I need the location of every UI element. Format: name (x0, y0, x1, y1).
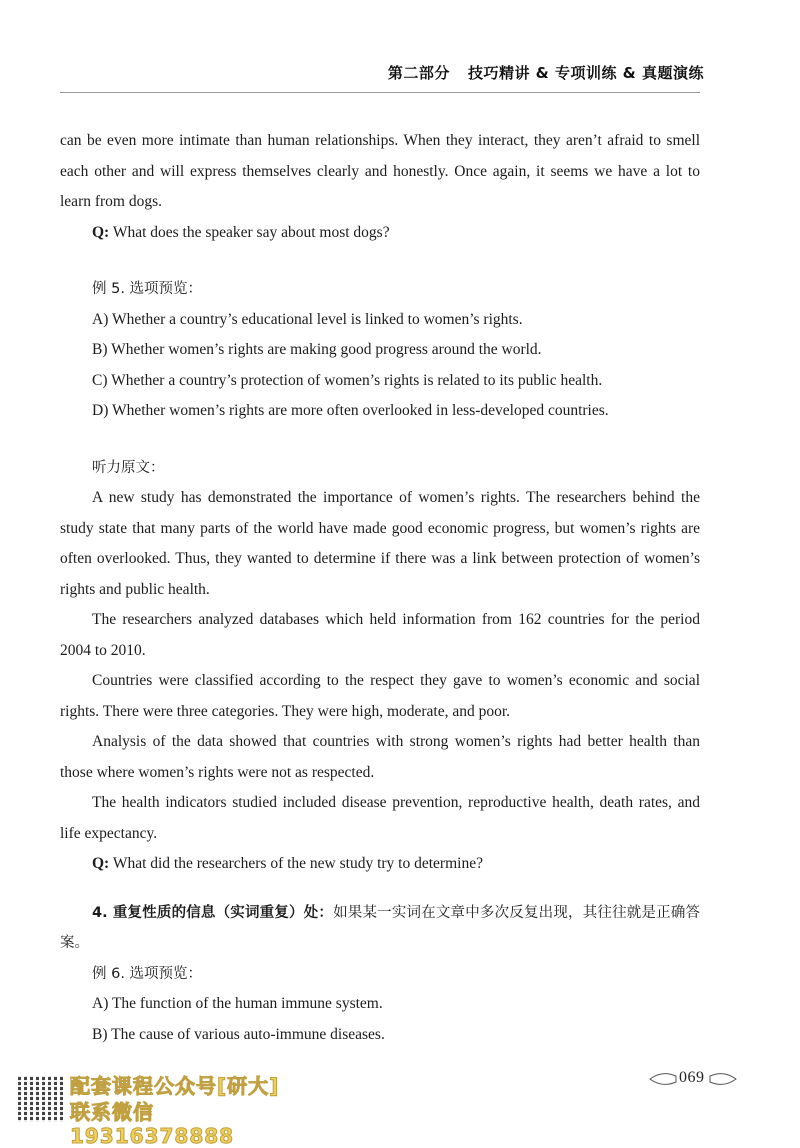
example-5-option-d: D) Whether women’s rights are more often overlooked in less-developed countries. (92, 402, 609, 419)
example-5-label: 例 5. 选项预览： (92, 281, 203, 297)
transcript-paragraph: The researchers analyzed databases which held information from 162 countries for the period 2004 to 2010. (60, 611, 700, 659)
example-5-option-b: B) Whether women’s rights are making good progress around the world. (92, 341, 542, 358)
question-2-text: What did the researchers of the new study try to determine? (109, 855, 483, 872)
transcript-paragraph: The health indicators studied included disease prevention, reproductive health, death rates, and life expectancy. (60, 794, 700, 842)
example-5-option-c: C) Whether a country’s protection of women’s rights is related to its public health. (92, 371, 603, 389)
header-part: 第二部分 (387, 64, 450, 82)
header-title: 技巧精讲 & 专项训练 & 真题演练 (467, 64, 704, 82)
example-6-label: 例 6. 选项预览： (92, 965, 203, 982)
watermark-line-1: 配套课程公众号[研大] (70, 1074, 280, 1098)
question-1-label: Q: (92, 223, 110, 241)
running-header (388, 62, 704, 83)
example-5-option-a: A) Whether a country’s educational level is linked to women’s rights. (92, 310, 523, 328)
question-2-label: Q: (92, 855, 110, 872)
header-divider (60, 92, 700, 93)
question-1 (60, 218, 700, 249)
paragraph-dogs-ending: can be even more intimate than human relationships. When they interact, they aren’t afraid to smell each other and will express themselves clearly and honestly. Once again, it seems we have a lot to learn from dogs. (60, 132, 700, 210)
transcript-paragraph: A new study has demonstrated the importance of women’s rights. The researchers behind the study state that many parts of the world have made good economic progress, but women’s rights are often overlooked. Thus, they wanted to determine if there was a link between protection of women’s rights and public health. (60, 489, 700, 598)
transcript-label: 听力原文： (92, 459, 165, 476)
qr-code-icon (18, 1076, 64, 1122)
watermark (18, 1072, 318, 1148)
transcript-paragraph: Analysis of the data showed that countries with strong women’s rights had better health than those where women’s rights were not as respected. (60, 733, 700, 781)
page-content (60, 126, 700, 1050)
example-6-option-a: A) The function of the human immune system. (92, 995, 383, 1012)
question-1-text: What does the speaker say about most dogs? (109, 223, 390, 241)
tip-4 (60, 898, 700, 959)
question-2 (60, 849, 700, 880)
watermark-line-2: 联系微信19316378888 (70, 1100, 235, 1148)
page-number-text: 069 (679, 1069, 705, 1086)
tip-4-text: 如果某一实词在文章中多次反复出现，其往往就是正确答案。 (60, 904, 700, 951)
example-6-option-b: B) The cause of various auto-immune diseases. (92, 1025, 385, 1043)
page-number (648, 1066, 738, 1092)
transcript-paragraph: Countries were classified according to the respect they gave to women’s economic and social rights. There were three categories. They were high, moderate, and poor. (60, 672, 700, 720)
tip-4-heading: 4. 重复性质的信息（实词重复）处： (92, 904, 334, 921)
